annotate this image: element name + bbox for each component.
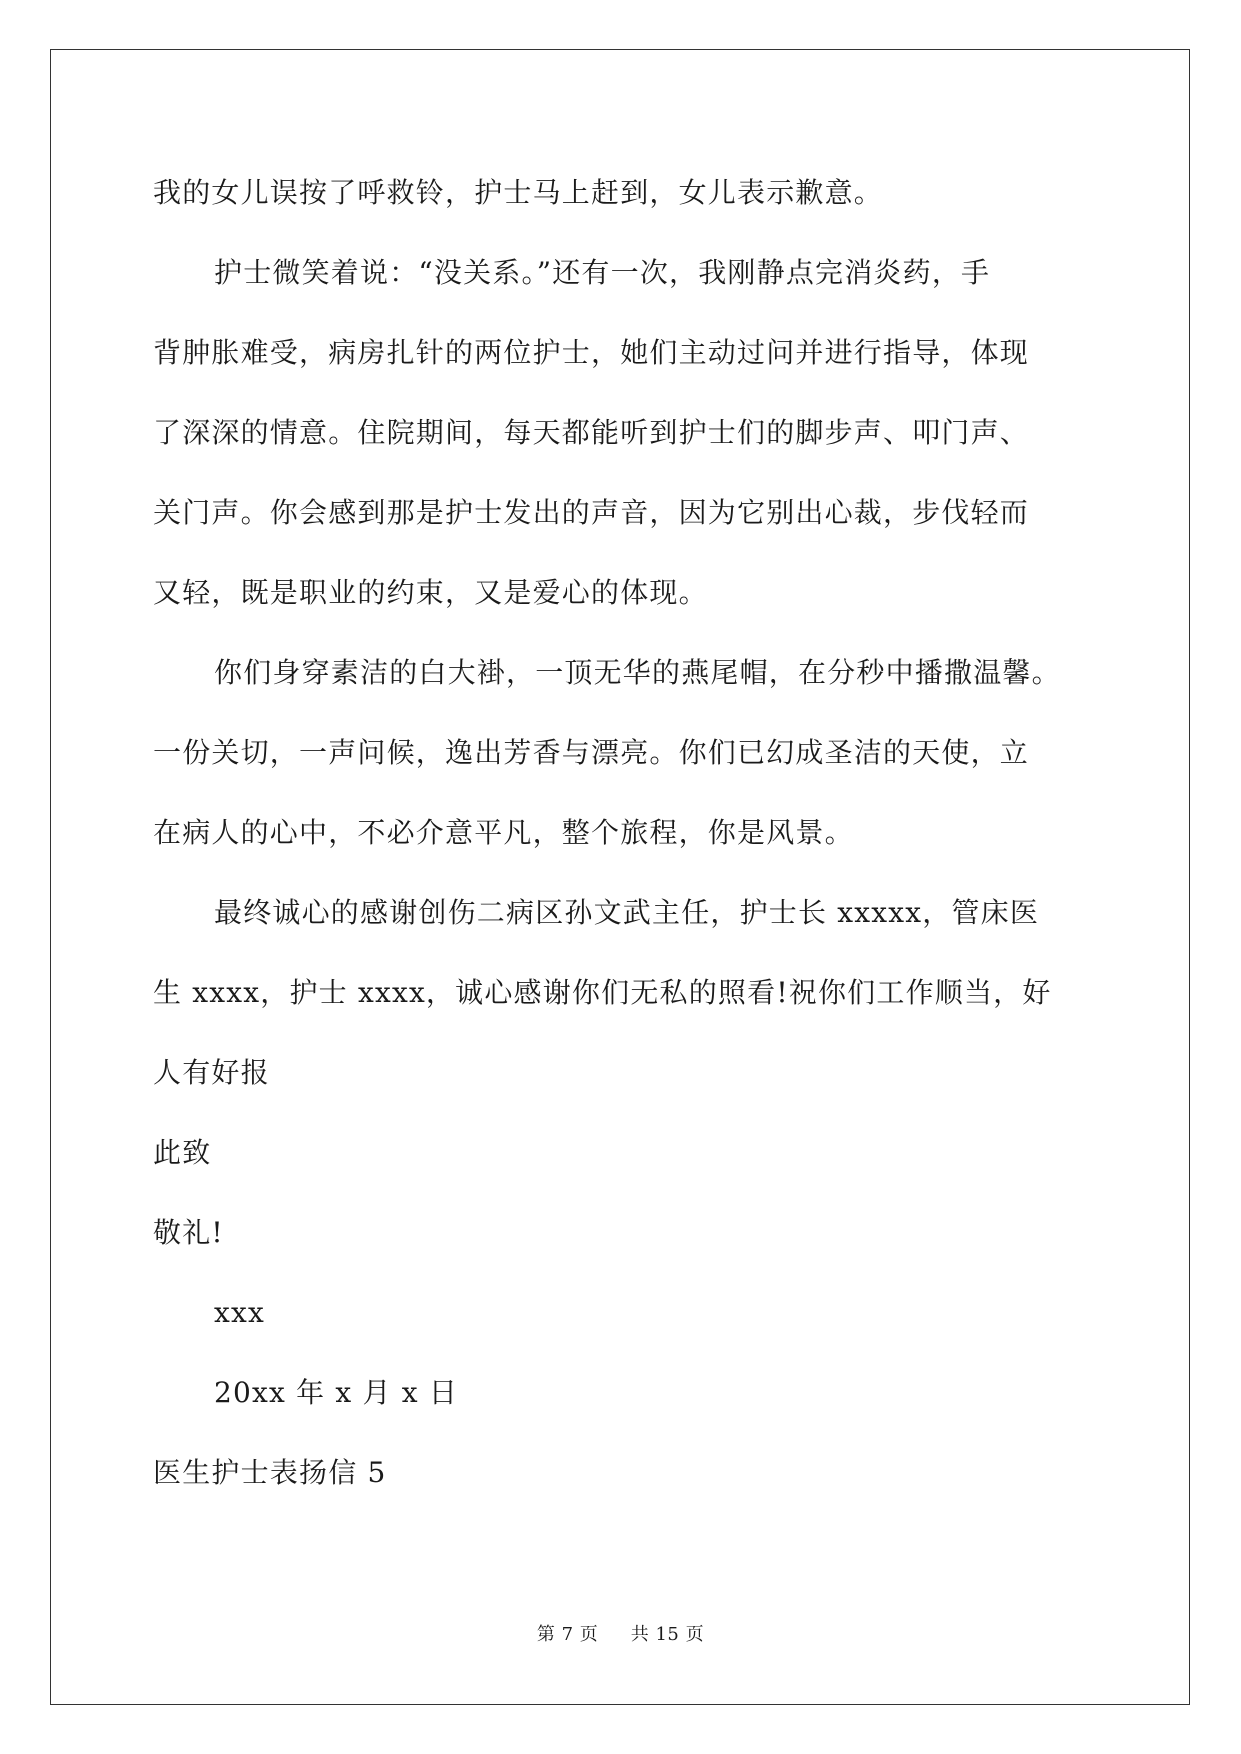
page-number-total: 共 15 页 (630, 1624, 705, 1645)
section-heading: 医生护士表扬信 5 (153, 1456, 387, 1489)
text-line: 背肿胀难受，病房扎针的两位护士，她们主动过问并进行指导，体现 (153, 336, 1030, 369)
closing-respect: 敬礼! (153, 1216, 224, 1249)
text-line: 你们身穿素洁的白大褂，一顶无华的燕尾帽，在分秒中播撒温馨。 (214, 656, 1061, 689)
text-line: 人有好报 (153, 1056, 270, 1089)
text-line: 一份关切，一声问候，逸出芳香与漂亮。你们已幻成圣洁的天使，立 (153, 736, 1030, 769)
document-body (153, 153, 1093, 1513)
closing-salutation: 此致 (153, 1136, 212, 1169)
text-line: 我的女儿误按了呼救铃，护士马上赶到，女儿表示歉意。 (153, 176, 884, 209)
signature: xxx (214, 1296, 265, 1329)
date-line: 20xx 年 x 月 x 日 (214, 1376, 459, 1409)
text-line: 又轻，既是职业的约束，又是爱心的体现。 (153, 576, 708, 609)
text-line: 生 xxxx，护士 xxxx，诚心感谢你们无私的照看!祝你们工作顺当，好 (153, 976, 1052, 1009)
text-line: 在病人的心中，不必介意平凡，整个旅程，你是风景。 (153, 816, 854, 849)
text-line: 关门声。你会感到那是护士发出的声音，因为它别出心裁，步伐轻而 (153, 496, 1030, 529)
text-line: 护士微笑着说：“没关系。”还有一次，我刚静点完消炎药，手 (214, 256, 991, 289)
page-footer (0, 1620, 1241, 1646)
page-number-current: 第 7 页 (536, 1624, 599, 1645)
text-line: 了深深的情意。住院期间，每天都能听到护士们的脚步声、叩门声、 (153, 416, 1030, 449)
text-line: 最终诚心的感谢创伤二病区孙文武主任，护士长 xxxxx，管床医 (214, 896, 1040, 929)
